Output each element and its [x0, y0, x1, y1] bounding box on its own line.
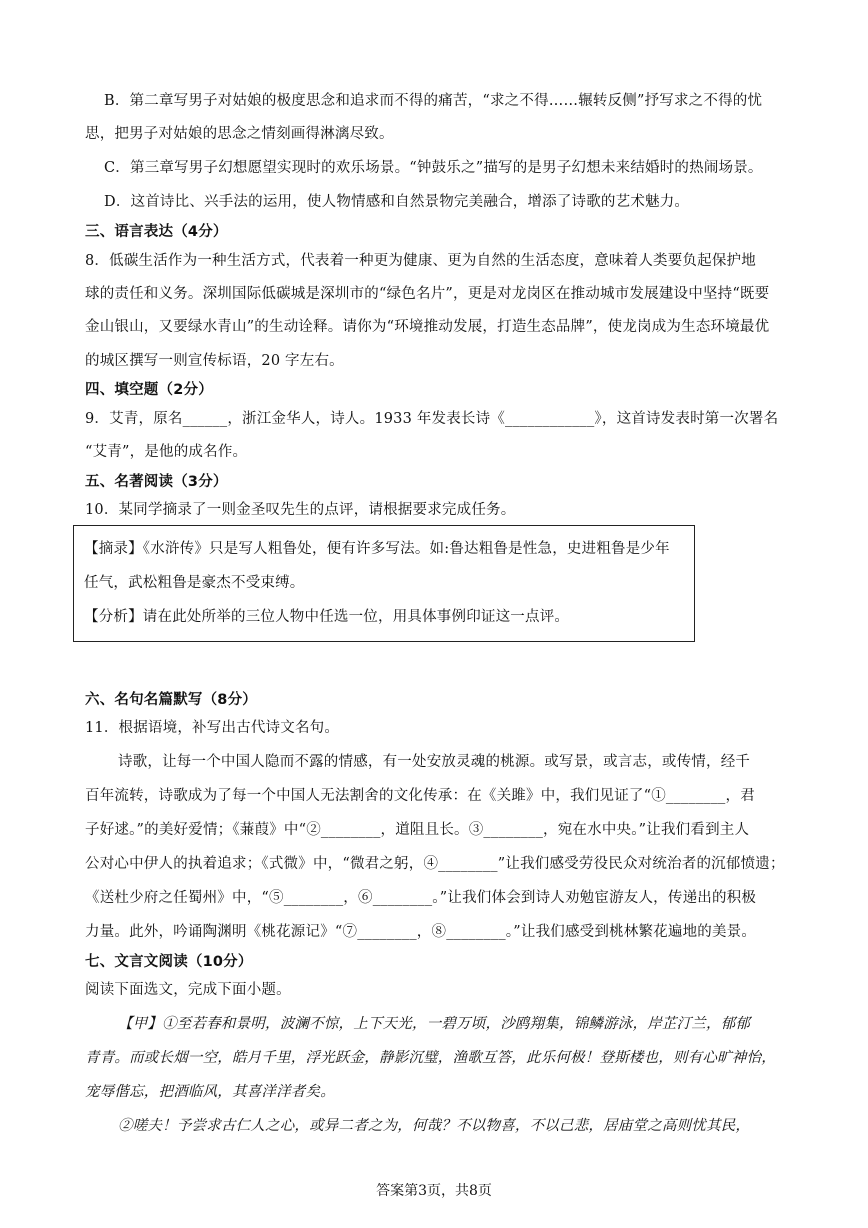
excerpt-line1: 【摘录】《水浒传》只是写人粗鲁处，便有许多写法。如:鲁达粗鲁是性急，史进粗鲁是少年	[84, 541, 670, 557]
q10-prompt: 10．某同学摘录了一则金圣叹先生的点评，请根据要求完成任务。	[85, 502, 516, 518]
q8-line1: 8．低碳生活作为一种生活方式，代表着一种更为健康、更为自然的生活态度，意味着人类要负起保护地	[85, 253, 756, 269]
option-d: D．这首诗比、兴手法的运用，使人物情感和自然景物完美融合，增添了诗歌的艺术魅力。	[104, 194, 690, 210]
poem-paragraph-line3: 子好逑。”的美好爱情；《蒹葭》中“②________，道阻且长。③________，宛在水中央。”让我们看到主人	[85, 822, 750, 838]
passage-jia-line4: ②嗟夫！予尝求古仁人之心，或异二者之为，何哉？不以物喜，不以己悲，居庙堂之高则忧其民，	[118, 1118, 751, 1134]
section5-heading: 五、名著阅读（3分）	[85, 474, 228, 490]
excerpt-box	[73, 525, 695, 642]
q9-line2: “艾青”，是他的成名作。	[85, 444, 248, 460]
option-b-line1: B．第二章写男子对姑娘的极度思念和追求而不得的痛苦，“求之不得……辗转反侧”抒写求之不得的忧	[104, 93, 763, 109]
passage-jia-line1: 【甲】①至若春和景明，波澜不惊，上下天光，一碧万顷，沙鸥翔集，锦鳞游泳，岸芷汀兰，郁郁	[118, 1016, 751, 1032]
section7-heading: 七、文言文阅读（10分）	[85, 954, 253, 970]
q8-line4: 的城区撰写一则宣传标语，20 字左右。	[85, 353, 344, 369]
q9-line1: 9．艾青，原名______，浙江金华人，诗人。1933 年发表长诗《____________》，这首诗发表时第一次署名	[85, 411, 779, 427]
poem-paragraph-line4: 公对心中伊人的执着追求；《式微》中，“微君之躬，④________”让我们感受劳役民众对统治者的沉郁愤遗；	[85, 856, 785, 872]
poem-paragraph-line1: 诗歌，让每一个中国人隐而不露的情感，有一处安放灵魂的桃源。或写景，或言志，或传情，经千	[118, 754, 751, 770]
analysis-line: 【分析】请在此处所举的三位人物中任选一位，用具体事例印证这一点评。	[84, 609, 570, 625]
q8-line2: 球的责任和义务。深圳国际低碳城是深圳市的“绿色名片”，更是对龙岗区在推动城市发展建设中坚持“既要	[85, 286, 770, 302]
option-c: C．第三章写男子幻想愿望实现时的欢乐场景。“钟鼓乐之”描写的是男子幻想未来结婚时的热闹场景。	[104, 160, 763, 176]
section7-intro: 阅读下面选文，完成下面小题。	[85, 982, 291, 998]
passage-jia-line3: 宠辱偕忘，把酒临风，其喜洋洋者矣。	[85, 1084, 335, 1100]
section3-heading: 三、语言表达（4分）	[85, 224, 228, 240]
poem-paragraph-line5: 《送杜少府之任蜀州》中，“⑤________，⑥________。”让我们体会到诗人劝勉宦游友人，传递出的积极	[85, 890, 757, 906]
passage-jia-line2: 青青。而或长烟一空，皓月千里，浮光跃金，静影沉璧，渔歌互答，此乐何极！登斯楼也，则有心旷神怡，	[85, 1050, 776, 1066]
section4-heading: 四、填空题（2分）	[85, 382, 213, 398]
q11-prompt: 11．根据语境，补写出古代诗文名句。	[85, 720, 340, 736]
option-b-line2: 思，把男子对姑娘的思念之情刻画得淋漓尽致。	[85, 126, 394, 142]
excerpt-line2: 任气，武松粗鲁是豪杰不受束缚。	[84, 575, 305, 591]
poem-paragraph-line2: 百年流转，诗歌成为了每一个中国人无法割舍的文化传承：在《关雎》中，我们见证了“①________，君	[85, 788, 755, 804]
section6-heading: 六、名句名篇默写（8分）	[85, 692, 257, 708]
q8-line3: 金山银山，又要绿水青山”的生动诠释。请你为“环境推动发展，打造生态品牌”，使龙岗成为生态环境最优	[85, 319, 770, 335]
page-footer: 答案第3页，共8页	[376, 1183, 492, 1199]
poem-paragraph-line6: 力量。此外，吟诵陶渊明《桃花源记》“⑦________，⑧________。”让我们感受到桃林繁花遍地的美景。	[85, 924, 757, 940]
